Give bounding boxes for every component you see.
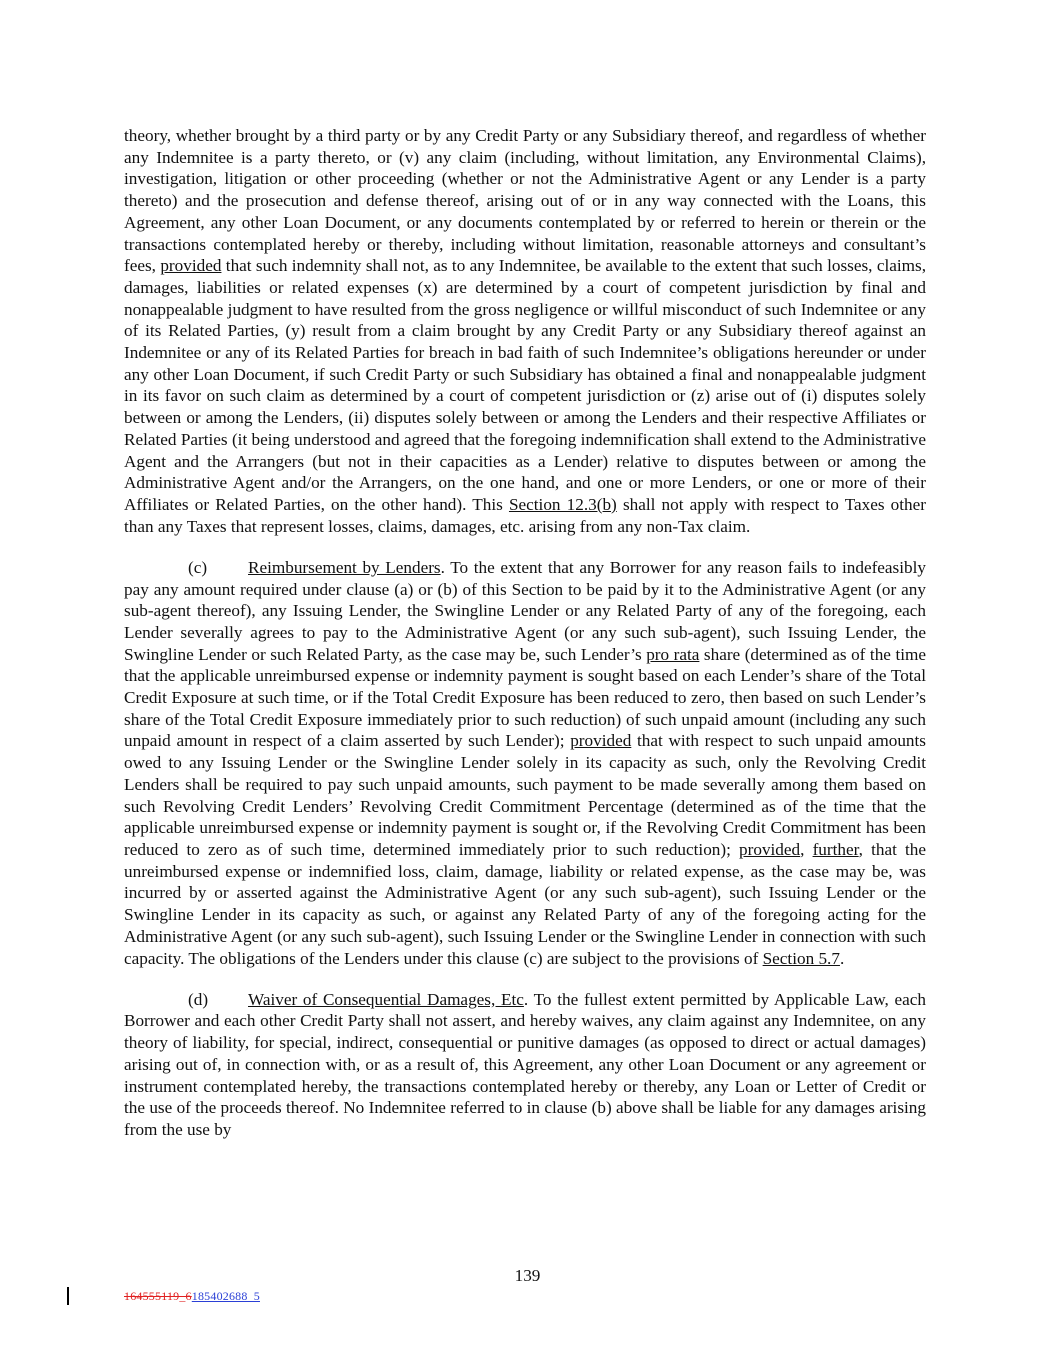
document-id (124, 1289, 260, 1304)
clause-heading-waiver: Waiver of Consequential Damages, Etc (248, 989, 524, 1009)
paragraph-indemnity-continued (124, 125, 926, 537)
clause-label-d: (d) (188, 989, 209, 1009)
text-run: , (800, 840, 813, 859)
pro-rata-term: pro rata (646, 644, 700, 664)
provided-term: provided (739, 840, 801, 859)
provided-term: provided (160, 256, 222, 276)
section-5-7-reference: Section 5.7 (762, 948, 840, 968)
page-number: 139 (514, 1266, 541, 1285)
text-run: . To the fullest extent permitted by Applicable Law, each Borrower and each other Credit Party shall not assert, and hereby waives, any claim against any Indemnitee, on any theory of liability, for special, indirect, consequential or punitive damages (as opposed to direct or actual damages) arising out of, in connection with, or as a result of, this Agreement, any other Loan Document or any agreement or instrument contemplated hereby, the transactions contemplated hereby or thereby, any Loan or Letter of Credit or the use of the proceeds thereof. No Indemnitee referred to in clause (b) above shall be liable for any damages arising from the use by (124, 989, 926, 1139)
text-run: . (839, 948, 845, 968)
document-id-inserted: 185402688_5 (191, 1289, 260, 1303)
text-run: that such indemnity shall not, as to any Indemnitee, be available to the extent that such losses, claims, damages, liabilities or related expenses (x) are determined by a court of competent jurisdiction by final and nonappealable judgment to have resulted from the gross negligence or willful misconduct of such Indemnitee or any of its Related Parties, (y) result from a claim brought by any Credit Party or any Subsidiary thereof against an Indemnitee or any of its Related Parties for breach in bad faith of such Indemnitee’s obligations hereunder or under any other Loan Document, if such Credit Party or such Subsidiary has obtained a final and nonappealable judgment in its favor on such claim as determined by a court of competent jurisdiction or (z) arise out of (i) disputes solely between or among the Lenders, (ii) disputes solely between or among the Lenders and their respective Affiliates or Related Parties (it being understood and agreed that the foregoing indemnification shall extend to the Administrative Agent and the Arrangers (but not in their capacities as a Lender) relative to disputes between or among the Administrative Agent and/or the Arrangers, on the one hand, and one or more Lenders, or one or more of their Affiliates or Related Parties, on the other hand). This (124, 256, 926, 514)
further-term: further (812, 840, 859, 859)
text-run: , that the unreimbursed expense or indemnified loss, claim, damage, liability or related expense, as the case may be, was incurred by or asserted against the Administrative Agent (or any such sub-agent), such Issuing Lender or the Swingline Lender in its capacity as such, or against any Related Party of any of the foregoing acting for the Administrative Agent (or any such sub-agent), such Issuing Lender or the Swingline Lender in connection with such capacity. The obligations of the Lenders under this clause (c) are subject to the provisions of (124, 840, 926, 968)
text-run: share (determined as of the time that the applicable unreimbursed expense or indemnity payment is sought based on each Lender’s share of the Total Credit Exposure at such time, or if the Total Credit Exposure has been reduced to zero, then based on such Lender’s share of the Total Credit Exposure immediately prior to such reduction) of such unpaid amount (including any such unpaid amount in respect of a claim asserted by such Lender); (124, 644, 926, 751)
clause-heading-reimbursement: Reimbursement by Lenders (248, 557, 441, 577)
text-run: theory, whether brought by a third party or by any Credit Party or any Subsidiary thereof, and regardless of whether any Indemnitee is a party thereto, or (v) any claim (including, without limitation, any Environmental Claims), investigation, litigation or other proceeding (whether or not the Administrative Agent or any Lender is a party thereto) and the prosecution and defense thereof, arising out of or in any way connected with the Loans, this Agreement, any other Loan Document, or any documents contemplated by or referred to herein or therein or the transactions contemplated hereby or thereby, including without limitation, reasonable attorneys and consultant’s fees, (124, 126, 926, 276)
section-12-3-b-reference: Section 12.3(b) (508, 494, 617, 514)
document-id-deleted: 164555119_6 (124, 1289, 192, 1303)
text-run: shall not apply with respect to Taxes other than any Taxes that represent losses, claims, damages, etc. arising from any non-Tax claim. (124, 494, 926, 536)
clause-label-c: (c) (188, 557, 208, 577)
text-run: . To the extent that any Borrower for any reason fails to indefeasibly pay any amount required under clause (a) or (b) of this Section to be paid by it to the Administrative Agent (or any sub-agent thereof), any Issuing Lender, the Swingline Lender or any Related Party of any of the foregoing, each Lender severally agrees to pay to the Administrative Agent (or any such sub-agent), such Issuing Lender, the Swingline Lender or such Related Party, as the case may be, such Lender’s (124, 557, 926, 664)
provided-term: provided (570, 731, 632, 751)
paragraph-reimbursement-by-lenders (124, 557, 926, 969)
change-bar (67, 1287, 69, 1305)
document-body (124, 125, 926, 1141)
text-run: that with respect to such unpaid amounts owed to any Issuing Lender or the Swingline Lender solely in its capacity as such, only the Revolving Credit Lenders shall be required to pay such unpaid amounts, such payment to be made severally among them based on such Revolving Credit Lenders’ Revolving Credit Commitment Percentage (determined as of the time that the applicable unreimbursed expense or indemnity payment is sought or, if the Revolving Credit Commitment has been reduced to zero as of such time, determined immediately prior to such reduction); (124, 731, 926, 859)
paragraph-waiver-of-consequential-damages (124, 989, 926, 1141)
